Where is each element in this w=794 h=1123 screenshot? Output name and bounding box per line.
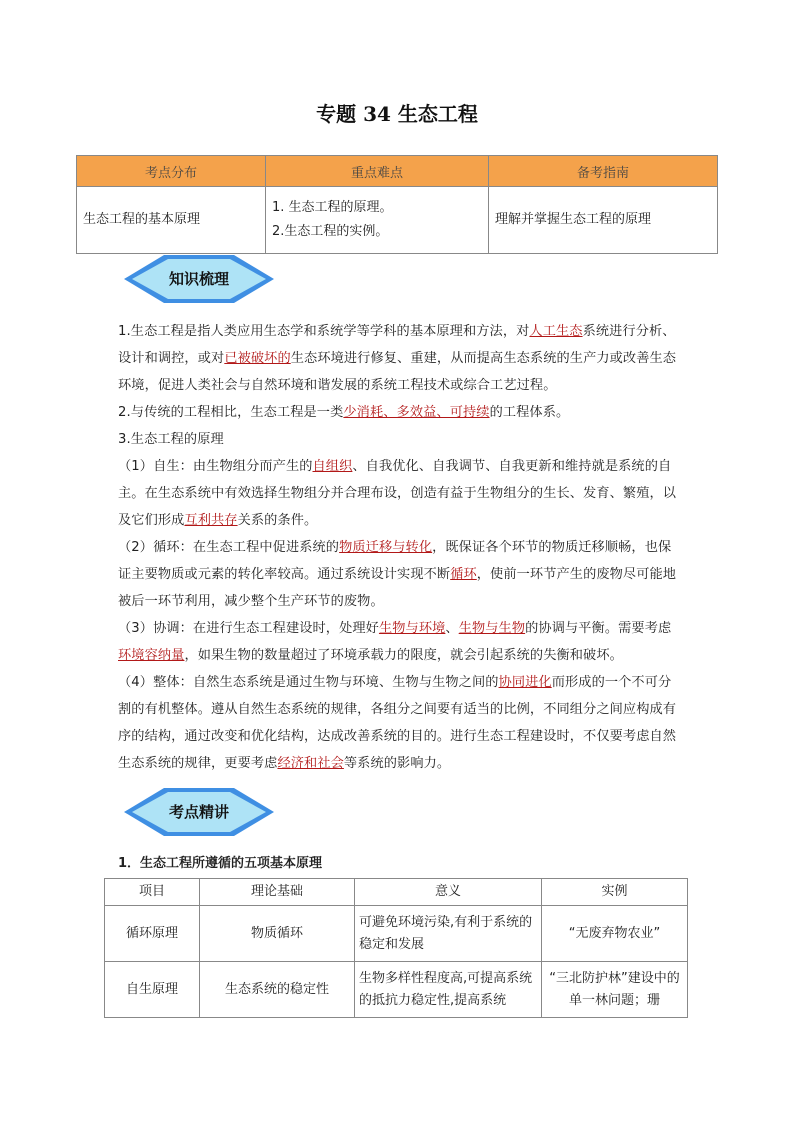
text: （2）循环：在生态工程中促进系统的 xyxy=(118,540,340,555)
table-cell: “三北防护林”建设中的单一林问题；珊 xyxy=(542,962,688,1018)
text: 而形成的一个不可分割的有机整体。遵从自然生态系统的规律，各组分之间要有适当的比例，不同组分之间应构成有序的结构，通过改变和优化结构，达成改善系统的目的。进行生态工程建设时，不仅要考虑自然生态系统的规律，更要考虑 xyxy=(118,675,677,771)
principles-table xyxy=(104,878,688,1018)
text: （3）协调：在进行生态工程建设时，处理好 xyxy=(118,621,379,636)
key-term: 协同进化 xyxy=(498,675,552,690)
text: 、 xyxy=(445,621,459,636)
table-row xyxy=(105,962,688,1018)
text: ，既保证各个环节的物质迁移顺畅，也保证主要物质或元素的转化率较高。通过系统设计实现不断 xyxy=(118,540,672,582)
header-cell: 考点分布 xyxy=(77,156,266,187)
cell-line: 1. 生态工程的原理。 xyxy=(272,200,393,215)
table-cell xyxy=(266,187,489,254)
knowledge-text xyxy=(118,318,678,777)
table-header-row xyxy=(77,156,718,187)
key-term: 互利共存 xyxy=(184,513,238,528)
text: 等系统的影响力。 xyxy=(343,756,451,771)
text: 、自我优化、自我调节、自我更新和维持就是系统的自主。在生态系统中有效选择生物组分并合理布设，创造有益于生物组分的生长、发育、繁殖，以及它们形成 xyxy=(118,459,677,528)
key-term: 少消耗、多效益、可持续 xyxy=(343,405,490,420)
table-cell: 生态工程的基本原理 xyxy=(77,187,266,254)
paragraph xyxy=(118,669,678,777)
key-term: 已被破坏的 xyxy=(224,351,291,366)
text: 生态环境进行修复、重建，从而提高生态系统的生产力或改善生态环境，促进人类社会与自然环境和谐发展的系统工程技术或综合工艺过程。 xyxy=(118,351,677,393)
overview-table xyxy=(76,155,718,254)
key-term: 经济和社会 xyxy=(277,756,344,771)
table-cell: 生态系统的稳定性 xyxy=(200,962,355,1018)
header-cell: 备考指南 xyxy=(489,156,718,187)
table-cell: 可避免环境污染,有利于系统的稳定和发展 xyxy=(355,906,542,962)
table-cell: 生物多样性程度高,可提高系统的抵抗力稳定性,提高系统 xyxy=(355,962,542,1018)
key-term: 人工生态 xyxy=(529,324,583,339)
text: 的协调与平衡。需要考虑 xyxy=(525,621,672,636)
table-cell: 自生原理 xyxy=(105,962,200,1018)
section-heading: 1．生态工程所遵循的五项基本原理 xyxy=(118,856,323,871)
key-term: 环境容纳量 xyxy=(118,648,185,663)
paragraph xyxy=(118,615,678,669)
text: ，使前一环节产生的废物尽可能地被后一环节利用，减少整个生产环节的废物。 xyxy=(118,567,677,609)
page-title: 专题 34 生态工程 xyxy=(316,102,478,126)
badge-label: 考点精讲 xyxy=(168,803,229,821)
paragraph: 3.生态工程的原理 xyxy=(118,432,224,447)
header-cell: 理论基础 xyxy=(200,879,355,906)
text: 的工程体系。 xyxy=(489,405,570,420)
header-cell: 意义 xyxy=(355,879,542,906)
table-header-row xyxy=(105,879,688,906)
table-cell: 理解并掌握生态工程的原理 xyxy=(489,187,718,254)
key-term: 循环 xyxy=(450,567,477,582)
table-cell: 物质循环 xyxy=(200,906,355,962)
table-cell: “无废弃物农业” xyxy=(542,906,688,962)
paragraph xyxy=(118,453,678,534)
text: 系统进行分析、设计和调控，或对 xyxy=(118,324,676,366)
key-term: 物质迁移与转化 xyxy=(339,540,433,555)
header-cell: 项目 xyxy=(105,879,200,906)
text: （1）自生：由生物组分而产生的 xyxy=(118,459,313,474)
key-term: 生物与环境 xyxy=(378,621,446,636)
key-term: 生物与生物 xyxy=(458,621,526,636)
text: 1.生态工程是指人类应用生态学和系统学等学科的基本原理和方法，对 xyxy=(118,324,530,339)
table-cell: 循环原理 xyxy=(105,906,200,962)
text: （4）整体：自然生态系统是通过生物与环境、生物与生物之间的 xyxy=(118,675,499,690)
header-cell: 实例 xyxy=(542,879,688,906)
paragraph xyxy=(118,534,678,615)
exam-points-badge xyxy=(124,788,274,836)
text: ，如果生物的数量超过了环境承载力的限度，就会引起系统的失衡和破坏。 xyxy=(184,648,623,663)
paragraph xyxy=(118,318,678,399)
table-row xyxy=(77,187,718,254)
knowledge-badge xyxy=(124,255,274,303)
paragraph xyxy=(118,399,678,426)
header-cell: 重点难点 xyxy=(266,156,489,187)
table-row xyxy=(105,906,688,962)
text: 关系的条件。 xyxy=(237,513,318,528)
cell-line: 2.生态工程的实例。 xyxy=(272,224,389,239)
text: 2.与传统的工程相比，生态工程是一类 xyxy=(118,405,344,420)
key-term: 自组织 xyxy=(312,459,353,474)
badge-label: 知识梳理 xyxy=(168,270,229,288)
